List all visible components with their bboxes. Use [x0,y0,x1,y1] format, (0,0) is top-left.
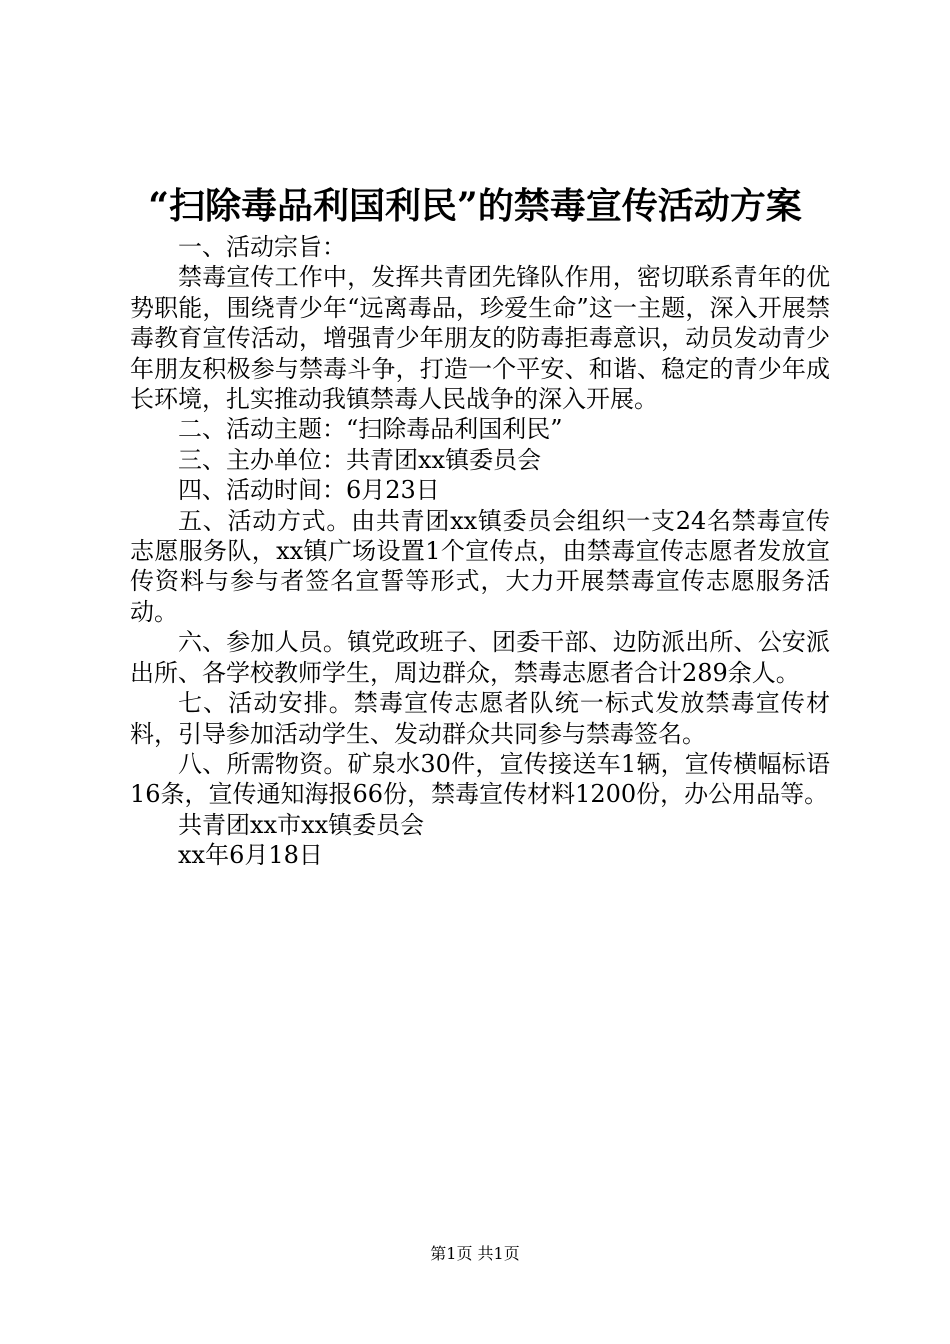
section-time: 四、活动时间：6月23日 [178,476,440,505]
signature-date: xx年6月18日 [178,841,323,870]
section-materials: 八、所需物资。矿泉水30件，宣传接送车1辆，宣传横幅标语16条，宣传通知海报66份，禁毒宣传材料1200份，办公用品等。 [130,749,830,809]
section-organizer: 三、主办单位：共青团xx镇委员会 [178,445,542,474]
section-purpose-text: 禁毒宣传工作中，发挥共青团先锋队作用，密切联系青年的优势职能，围绕青少年“远离毒品，珍爱生命”这一主题，深入开展禁毒教育宣传活动，增强青少年朋友的防毒拒毒意识，动员发动青少年朋友积极参与禁毒斗争，打造一个平安、和谐、稳定的青少年成长环境，扎实推动我镇禁毒人民战争的深入开展。 [130,263,830,414]
section-purpose-heading: 一、活动宗旨： [178,233,346,261]
section-method: 五、活动方式。由共青团xx镇委员会组织一支24名禁毒宣传志愿服务队，xx镇广场设置1个宣传点，由禁毒宣传志愿者发放宣传资料与参与者签名宣誓等形式，大力开展禁毒宣传志愿服务活动。 [130,506,830,626]
section-theme: 二、活动主题：“扫除毒品利国利民” [178,415,563,444]
document-body [130,232,830,871]
page-footer: 第1页 共1页 [430,1244,520,1263]
section-arrangement: 七、活动安排。禁毒宣传志愿者队统一标式发放禁毒宣传材料，引导参加活动学生、发动群众共同参与禁毒签名。 [130,689,830,748]
section-participants: 六、参加人员。镇党政班子、团委干部、边防派出所、公安派出所、各学校教师学生，周边群众，禁毒志愿者合计289余人。 [130,628,830,687]
document-title: “扫除毒品利国利民”的禁毒宣传活动方案 [148,185,802,227]
signature-organization: 共青团xx市xx镇委员会 [178,810,425,839]
